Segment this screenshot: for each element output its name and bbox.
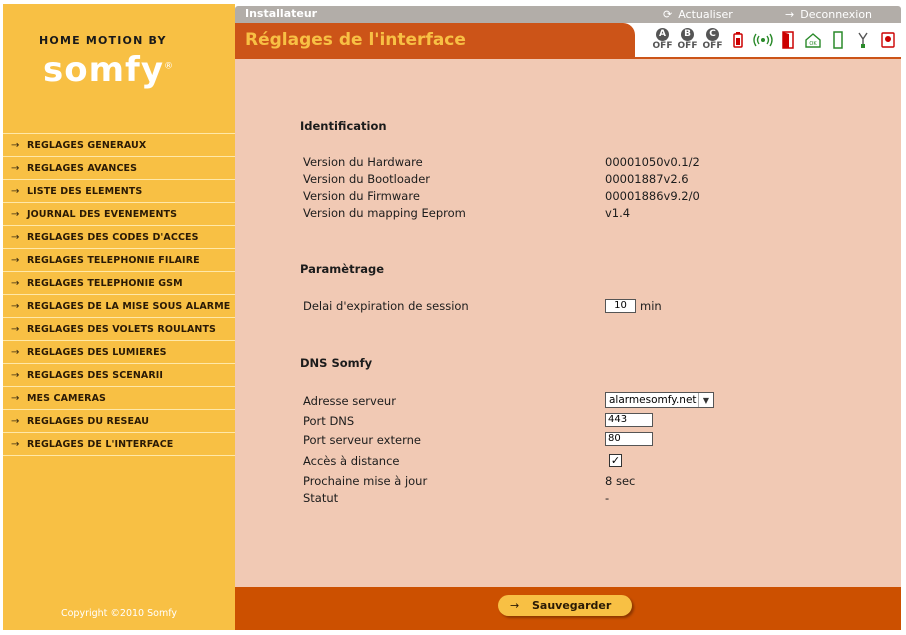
chevron-down-icon[interactable]: ▼ — [698, 393, 713, 407]
sidebar-item-telephonie-gsm[interactable] — [3, 272, 235, 295]
save-button[interactable] — [498, 595, 632, 616]
eeprom-version-label: Version du mapping Eeprom — [303, 206, 466, 220]
refresh-label: Actualiser — [678, 8, 733, 21]
sidebar-item-reglages-avances[interactable] — [3, 157, 235, 180]
hardware-version-label: Version du Hardware — [303, 155, 423, 169]
port-external-label: Port serveur externe — [303, 433, 421, 447]
arrow-right-icon: → — [11, 323, 20, 335]
section-identification: Identification — [300, 119, 387, 133]
hardware-version-value: 00001050v0.1/2 — [605, 155, 700, 169]
sidebar-item-liste-elements[interactable] — [3, 180, 235, 203]
eeprom-version-value: v1.4 — [605, 206, 631, 220]
sidebar-item-label: REGLAGES DE L'INTERFACE — [27, 438, 174, 450]
server-address-label: Adresse serveur — [303, 394, 396, 408]
port-dns-input[interactable]: 443 — [605, 413, 653, 427]
server-address-select[interactable] — [605, 392, 714, 408]
sidebar-item-journal-evenements[interactable] — [3, 203, 235, 226]
sidebar — [3, 4, 235, 630]
topbar — [235, 6, 901, 23]
server-address-value: alarmesomfy.net — [609, 394, 697, 406]
bootloader-version-label: Version du Bootloader — [303, 172, 431, 186]
zone-state: OFF — [677, 41, 698, 51]
radio-signal-icon — [750, 28, 775, 52]
next-update-label: Prochaine mise à jour — [303, 474, 428, 488]
zone-b-status[interactable] — [675, 28, 700, 52]
zone-c-status[interactable] — [700, 28, 725, 52]
sidebar-item-volets-roulants[interactable] — [3, 318, 235, 341]
arrow-right-icon: → — [11, 392, 20, 404]
section-parametrage: Paramètrage — [300, 262, 385, 276]
sidebar-item-label: REGLAGES TELEPHONIE FILAIRE — [27, 254, 200, 266]
title-tab — [235, 23, 635, 58]
arrow-right-icon: → — [11, 254, 20, 266]
arrow-right-icon: → — [11, 185, 20, 197]
port-dns-label: Port DNS — [303, 414, 355, 428]
section-dns: DNS Somfy — [300, 356, 373, 370]
arrow-right-icon: → — [11, 346, 20, 358]
session-timeout-input[interactable]: 10 — [605, 299, 636, 313]
status-label: Statut — [303, 491, 339, 505]
logout-label: Deconnexion — [800, 8, 873, 21]
session-timeout-label: Delai d'expiration de session — [303, 299, 469, 313]
door-closed-icon — [825, 28, 850, 52]
zone-state: OFF — [702, 41, 723, 51]
zone-a-status[interactable] — [650, 28, 675, 52]
sidebar-item-label: JOURNAL DES EVENEMENTS — [27, 208, 178, 220]
session-timeout-unit: min — [640, 299, 662, 313]
sidebar-item-telephonie-filaire[interactable] — [3, 249, 235, 272]
zone-letter: B — [681, 28, 694, 41]
sidebar-item-label: REGLAGES DES CODES D'ACCES — [27, 231, 199, 243]
logout-link[interactable] — [785, 8, 872, 21]
sidebar-item-interface[interactable] — [3, 433, 235, 456]
arrow-right-icon: → — [11, 415, 20, 427]
zone-letter: A — [656, 28, 669, 41]
arrow-right-icon: → — [11, 438, 20, 450]
brand-tagline: HOME MOTION BY — [39, 34, 167, 47]
arrow-right-icon: → — [11, 369, 20, 381]
header — [235, 23, 901, 59]
arrow-right-icon: → — [510, 599, 520, 612]
user-role: Installateur — [245, 7, 318, 20]
refresh-icon: ⟳ — [663, 8, 673, 21]
sidebar-item-label: LISTE DES ELEMENTS — [27, 185, 143, 197]
sidebar-item-label: REGLAGES DES LUMIERES — [27, 346, 167, 358]
logo-text: somfy — [43, 50, 164, 90]
status-icons — [650, 28, 900, 56]
somfy-logo: somfy® — [43, 50, 174, 90]
page-title: Réglages de l'interface — [245, 30, 466, 50]
sidebar-item-label: REGLAGES TELEPHONIE GSM — [27, 277, 183, 289]
sidebar-item-scenarii[interactable] — [3, 364, 235, 387]
copyright: Copyright ©2010 Somfy — [60, 608, 178, 619]
sidebar-item-lumieres[interactable] — [3, 341, 235, 364]
battery-icon — [725, 28, 750, 52]
sidebar-item-label: REGLAGES GENERAUX — [27, 139, 147, 151]
sidebar-item-cameras[interactable] — [3, 387, 235, 410]
sidebar-item-label: REGLAGES DES VOLETS ROULANTS — [27, 323, 216, 335]
port-external-input[interactable]: 80 — [605, 432, 653, 446]
refresh-link[interactable] — [663, 8, 733, 21]
arrow-right-icon: → — [785, 8, 795, 21]
arrow-right-icon: → — [11, 162, 20, 174]
sidebar-item-label: REGLAGES AVANCES — [27, 162, 138, 174]
sidebar-item-label: REGLAGES DES SCENARII — [27, 369, 164, 381]
door-open-icon — [775, 28, 800, 52]
arrow-right-icon: → — [11, 300, 20, 312]
sidebar-item-codes-acces[interactable] — [3, 226, 235, 249]
arrow-right-icon: → — [11, 139, 20, 151]
remote-access-label: Accès à distance — [303, 454, 400, 468]
sidebar-item-label: REGLAGES DU RESEAU — [27, 415, 150, 427]
svg-text:OK: OK — [808, 41, 817, 47]
sidebar-item-mise-sous-alarme[interactable] — [3, 295, 235, 318]
antenna-icon — [850, 28, 875, 52]
sidebar-item-reglages-generaux[interactable] — [3, 134, 235, 157]
sidebar-nav — [3, 133, 235, 456]
arrow-right-icon: → — [11, 231, 20, 243]
firmware-version-value: 00001886v9.2/0 — [605, 189, 700, 203]
zone-state: OFF — [652, 41, 673, 51]
status-value: - — [605, 491, 610, 505]
next-update-value: 8 sec — [605, 474, 636, 488]
bootloader-version-value: 00001887v2.6 — [605, 172, 689, 186]
main-content — [235, 59, 901, 587]
remote-access-checkbox[interactable]: ✓ — [610, 454, 621, 467]
sidebar-item-reseau[interactable] — [3, 410, 235, 433]
footer — [235, 587, 901, 630]
arrow-right-icon: → — [11, 208, 20, 220]
sidebar-item-label: MES CAMERAS — [27, 392, 106, 404]
save-button-label: Sauvegarder — [532, 599, 612, 612]
home-ok-icon — [800, 28, 825, 52]
arrow-right-icon: → — [11, 277, 20, 289]
firmware-version-label: Version du Firmware — [303, 189, 420, 203]
alert-icon — [875, 28, 900, 52]
zone-letter: C — [706, 28, 719, 41]
sidebar-item-label: REGLAGES DE LA MISE SOUS ALARME — [27, 300, 231, 312]
